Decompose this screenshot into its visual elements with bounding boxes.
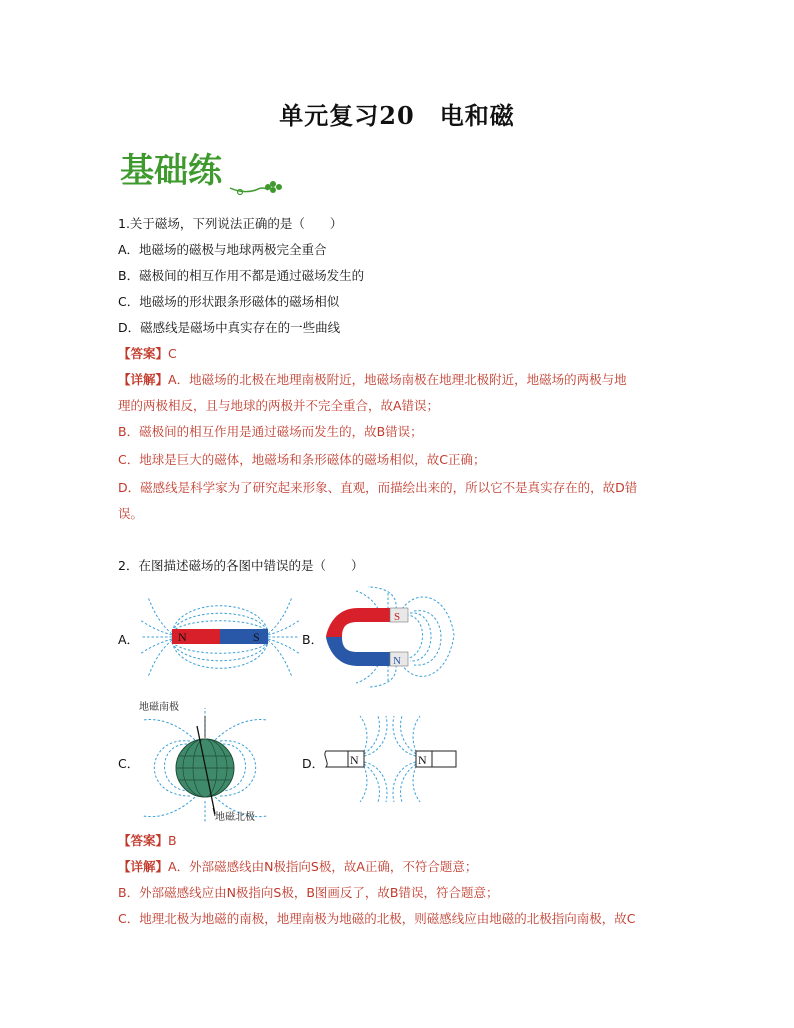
bar-magnet-south	[220, 629, 268, 644]
q1-option-d: D．磁感线是磁场中真实存在的一些曲线	[118, 320, 341, 335]
q1-detail-line-5: D．磁感线是科学家为了研究起来形象、直观，而描绘出来的，所以它不是真实存在的，故D错	[118, 480, 638, 495]
q1-detail-line-3: B．磁极间的相互作用是通过磁场而发生的，故B错误；	[118, 424, 423, 439]
svg-text:N: N	[393, 655, 401, 667]
clover-icon	[265, 181, 282, 193]
figure-b-horseshoe-magnet	[318, 585, 458, 690]
q1-detail-line-2: 理的两极相反，且与地球的两极并不完全重合，故A错误；	[118, 398, 440, 413]
fig-c-label: C．	[118, 756, 140, 771]
q2-answer-value: B	[168, 833, 177, 848]
q1-answer	[118, 345, 177, 363]
q2-stem: 2．在图描述磁场的各图中错误的是（ ）	[118, 558, 364, 573]
q2-detail-line-2: B．外部磁感线应由N极指向S极，B图画反了，故B错误，符合题意；	[118, 885, 499, 900]
q2-detail-line-3: C．地理北极为地磁的南极，地理南极为地磁的北极，则磁感线应由地磁的北极指向南极，故C	[118, 911, 636, 926]
figure-d-two-north-poles	[320, 714, 460, 804]
svg-text:N: N	[178, 630, 187, 644]
q2-answer-tag: 【答案】	[118, 833, 169, 848]
q1-detail-tag: 【详解】	[118, 372, 169, 387]
q1-detail-line-1: 【详解】A．地磁场的北极在地理南极附近，地磁场南极在地理北极附近，地磁场的两极与地	[118, 372, 627, 387]
page-title: 单元复习20 电和磁	[279, 101, 515, 130]
q1-option-a: A．地磁场的磁极与地球两极完全重合	[118, 242, 327, 257]
q1-stem: 1.关于磁场，下列说法正确的是（ ）	[118, 216, 343, 231]
q2-detail-line-1: 【详解】A．外部磁感线由N极指向S极，故A正确，不符合题意；	[118, 859, 478, 874]
q1-answer-tag: 【答案】	[118, 346, 169, 361]
svg-text:S: S	[394, 611, 401, 623]
fig-b-label: B．	[302, 632, 324, 647]
q1-option-c: C．地磁场的形状跟条形磁体的磁场相似	[118, 294, 340, 309]
q2-answer	[118, 832, 177, 850]
q1-detail-line-4: C．地球是巨大的磁体，地磁场和条形磁体的磁场相似，故C正确；	[118, 452, 486, 467]
q1-option-b: B．磁极间的相互作用不都是通过磁场发生的	[118, 268, 365, 283]
geo-north-label: 地磁北极	[215, 812, 255, 823]
q2-detail-tag: 【详解】	[118, 859, 169, 874]
figure-c-earth-field	[135, 696, 275, 826]
svg-text:N: N	[418, 753, 427, 767]
section-badge-text: 基础练	[120, 151, 222, 191]
fig-a-label: A．	[118, 632, 140, 647]
svg-text:S: S	[253, 630, 260, 644]
q1-detail-line-6: 误。	[118, 506, 144, 521]
geo-south-label: 地磁南极	[139, 702, 179, 713]
svg-text:N: N	[350, 753, 359, 767]
fig-d-label: D．	[302, 756, 325, 771]
section-badge	[118, 148, 283, 198]
figure-a-bar-magnet	[140, 592, 300, 682]
q1-answer-value: C	[168, 346, 177, 361]
badge-vine-icon	[230, 188, 268, 192]
